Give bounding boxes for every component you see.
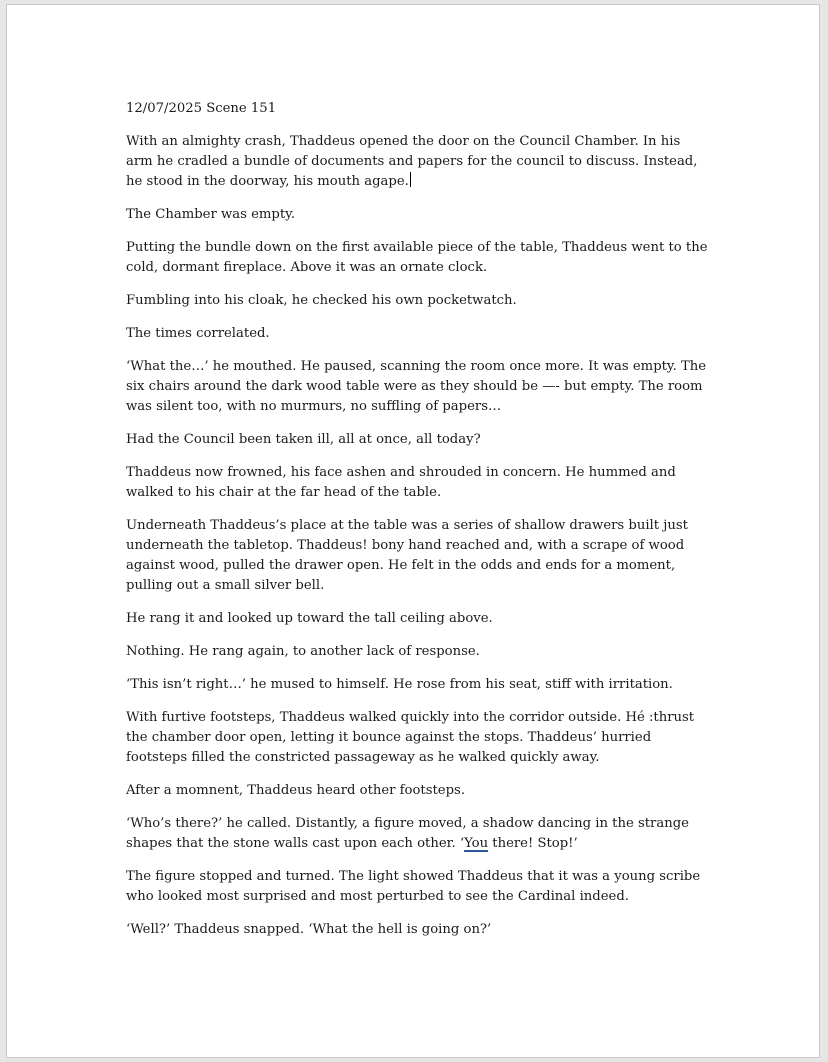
paragraph-15-after: there! Stop!’ [488,836,578,851]
paragraph-1 [126,132,710,192]
paragraph-13: With furtive footsteps, Thaddeus walked quickly into the corridor outside. Hé :thrust the chamber door open, letting it bounce against the stops. Thaddeus’ hurried footsteps filled the constricted passageway as he walked quickly away. [126,710,695,765]
paragraph-5: The times correlated. [126,326,270,341]
header-line: 12/07/2025 Scene 151 [126,101,277,116]
paragraph-16: The figure stopped and turned. The light showed Thaddeus that it was a young scribe who looked most surprised and most perturbed to see the Cardinal indeed. [126,869,701,904]
document-body[interactable] [126,99,710,953]
paragraph-6: ‘What the…’ he mouthed. He paused, scanning the room once more. It was empty. The six chairs around the dark wood table were as they should be —- but empty. The room was silent too, with no murmurs, no suffling of papers… [126,359,707,414]
paragraph-11: Nothing. He rang again, to another lack of response. [126,644,480,659]
paragraph-1-text: With an almighty crash, Thaddeus opened the door on the Council Chamber. In his arm he cradled a bundle of documents and papers for the council to discuss. Instead, he stood in the doorway, his mouth agape. [126,134,698,189]
paragraph-8: Thaddeus now frowned, his face ashen and shrouded in concern. He hummed and walked to his chair at the far head of the table. [126,465,676,500]
paragraph-12: ‘This isn’t right…’ he mused to himself. He rose from his seat, stiff with irritation. [126,677,673,692]
paragraph-15-before: ‘Who’s there?’ he called. Distantly, a figure moved, a shadow dancing in the strange shapes that the stone walls cast upon each other. ‘ [126,816,689,851]
paragraph-4: Fumbling into his cloak, he checked his own pocketwatch. [126,293,517,308]
paragraph-7: Had the Council been taken ill, all at once, all today? [126,432,481,447]
paragraph-15 [126,814,710,854]
paragraph-10: He rang it and looked up toward the tall ceiling above. [126,611,493,626]
text-cursor [410,172,411,187]
paragraph-3: Putting the bundle down on the first available piece of the table, Thaddeus went to the cold, dormant fireplace. Above it was an ornate clock. [126,240,708,275]
paragraph-17: ‘Well?’ Thaddeus snapped. ‘What the hell is going on?’ [126,922,492,937]
grammar-flagged-word[interactable]: You [464,836,489,851]
paragraph-9: Underneath Thaddeus’s place at the table was a series of shallow drawers built just underneath the tabletop. Thaddeus! bony hand reached and, with a scrape of wood against wood, pulled the drawer open. He felt in the odds and ends for a moment, pulling out a small silver bell. [126,518,688,593]
paragraph-14: After a momnent, Thaddeus heard other footsteps. [126,783,466,798]
paragraph-2: The Chamber was empty. [126,207,296,222]
document-page[interactable] [6,4,820,1058]
